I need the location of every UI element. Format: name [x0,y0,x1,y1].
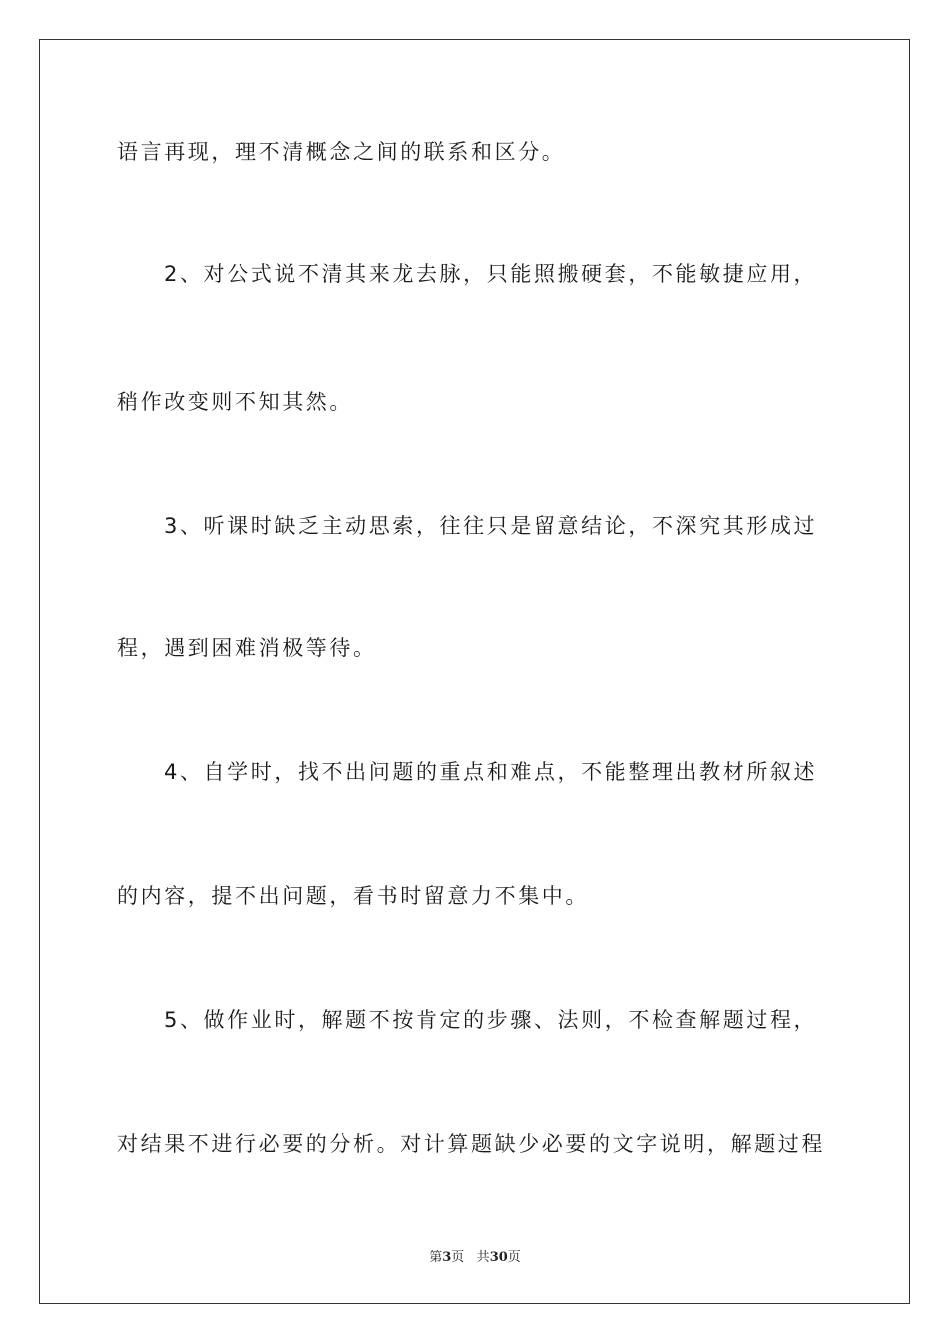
footer-page-suffix: 页 [451,1250,465,1265]
body-line-9: 对结果不进行必要的分析。对计算题缺少必要的文字说明，解题过程 [117,1132,825,1156]
body-line-6: 4、自学时，找不出问题的重点和难点，不能整理出教材所叙述 [164,760,818,784]
body-line-2: 2、对公式说不清其来龙去脉，只能照搬硬套，不能敏捷应用， [164,262,818,286]
footer-page-prefix: 第 [429,1250,443,1265]
body-line-4: 3、听课时缺乏主动思索，往往只是留意结论，不深究其形成过 [164,514,818,538]
page-frame [39,39,910,1304]
body-line-3: 稍作改变则不知其然。 [117,390,353,414]
body-line-5: 程，遇到困难消极等待。 [117,636,377,660]
footer-total-prefix: 共 [476,1250,490,1265]
footer-page-number: 3 [442,1250,452,1265]
footer-total-suffix: 页 [507,1250,521,1265]
body-line-7: 的内容，提不出问题，看书时留意力不集中。 [117,884,589,908]
body-line-8: 5、做作业时，解题不按肯定的步骤、法则，不检查解题过程， [164,1008,818,1032]
footer-total-pages: 30 [489,1250,508,1265]
page-footer [0,1246,950,1265]
body-line-1: 语言再现，理不清概念之间的联系和区分。 [117,140,566,164]
